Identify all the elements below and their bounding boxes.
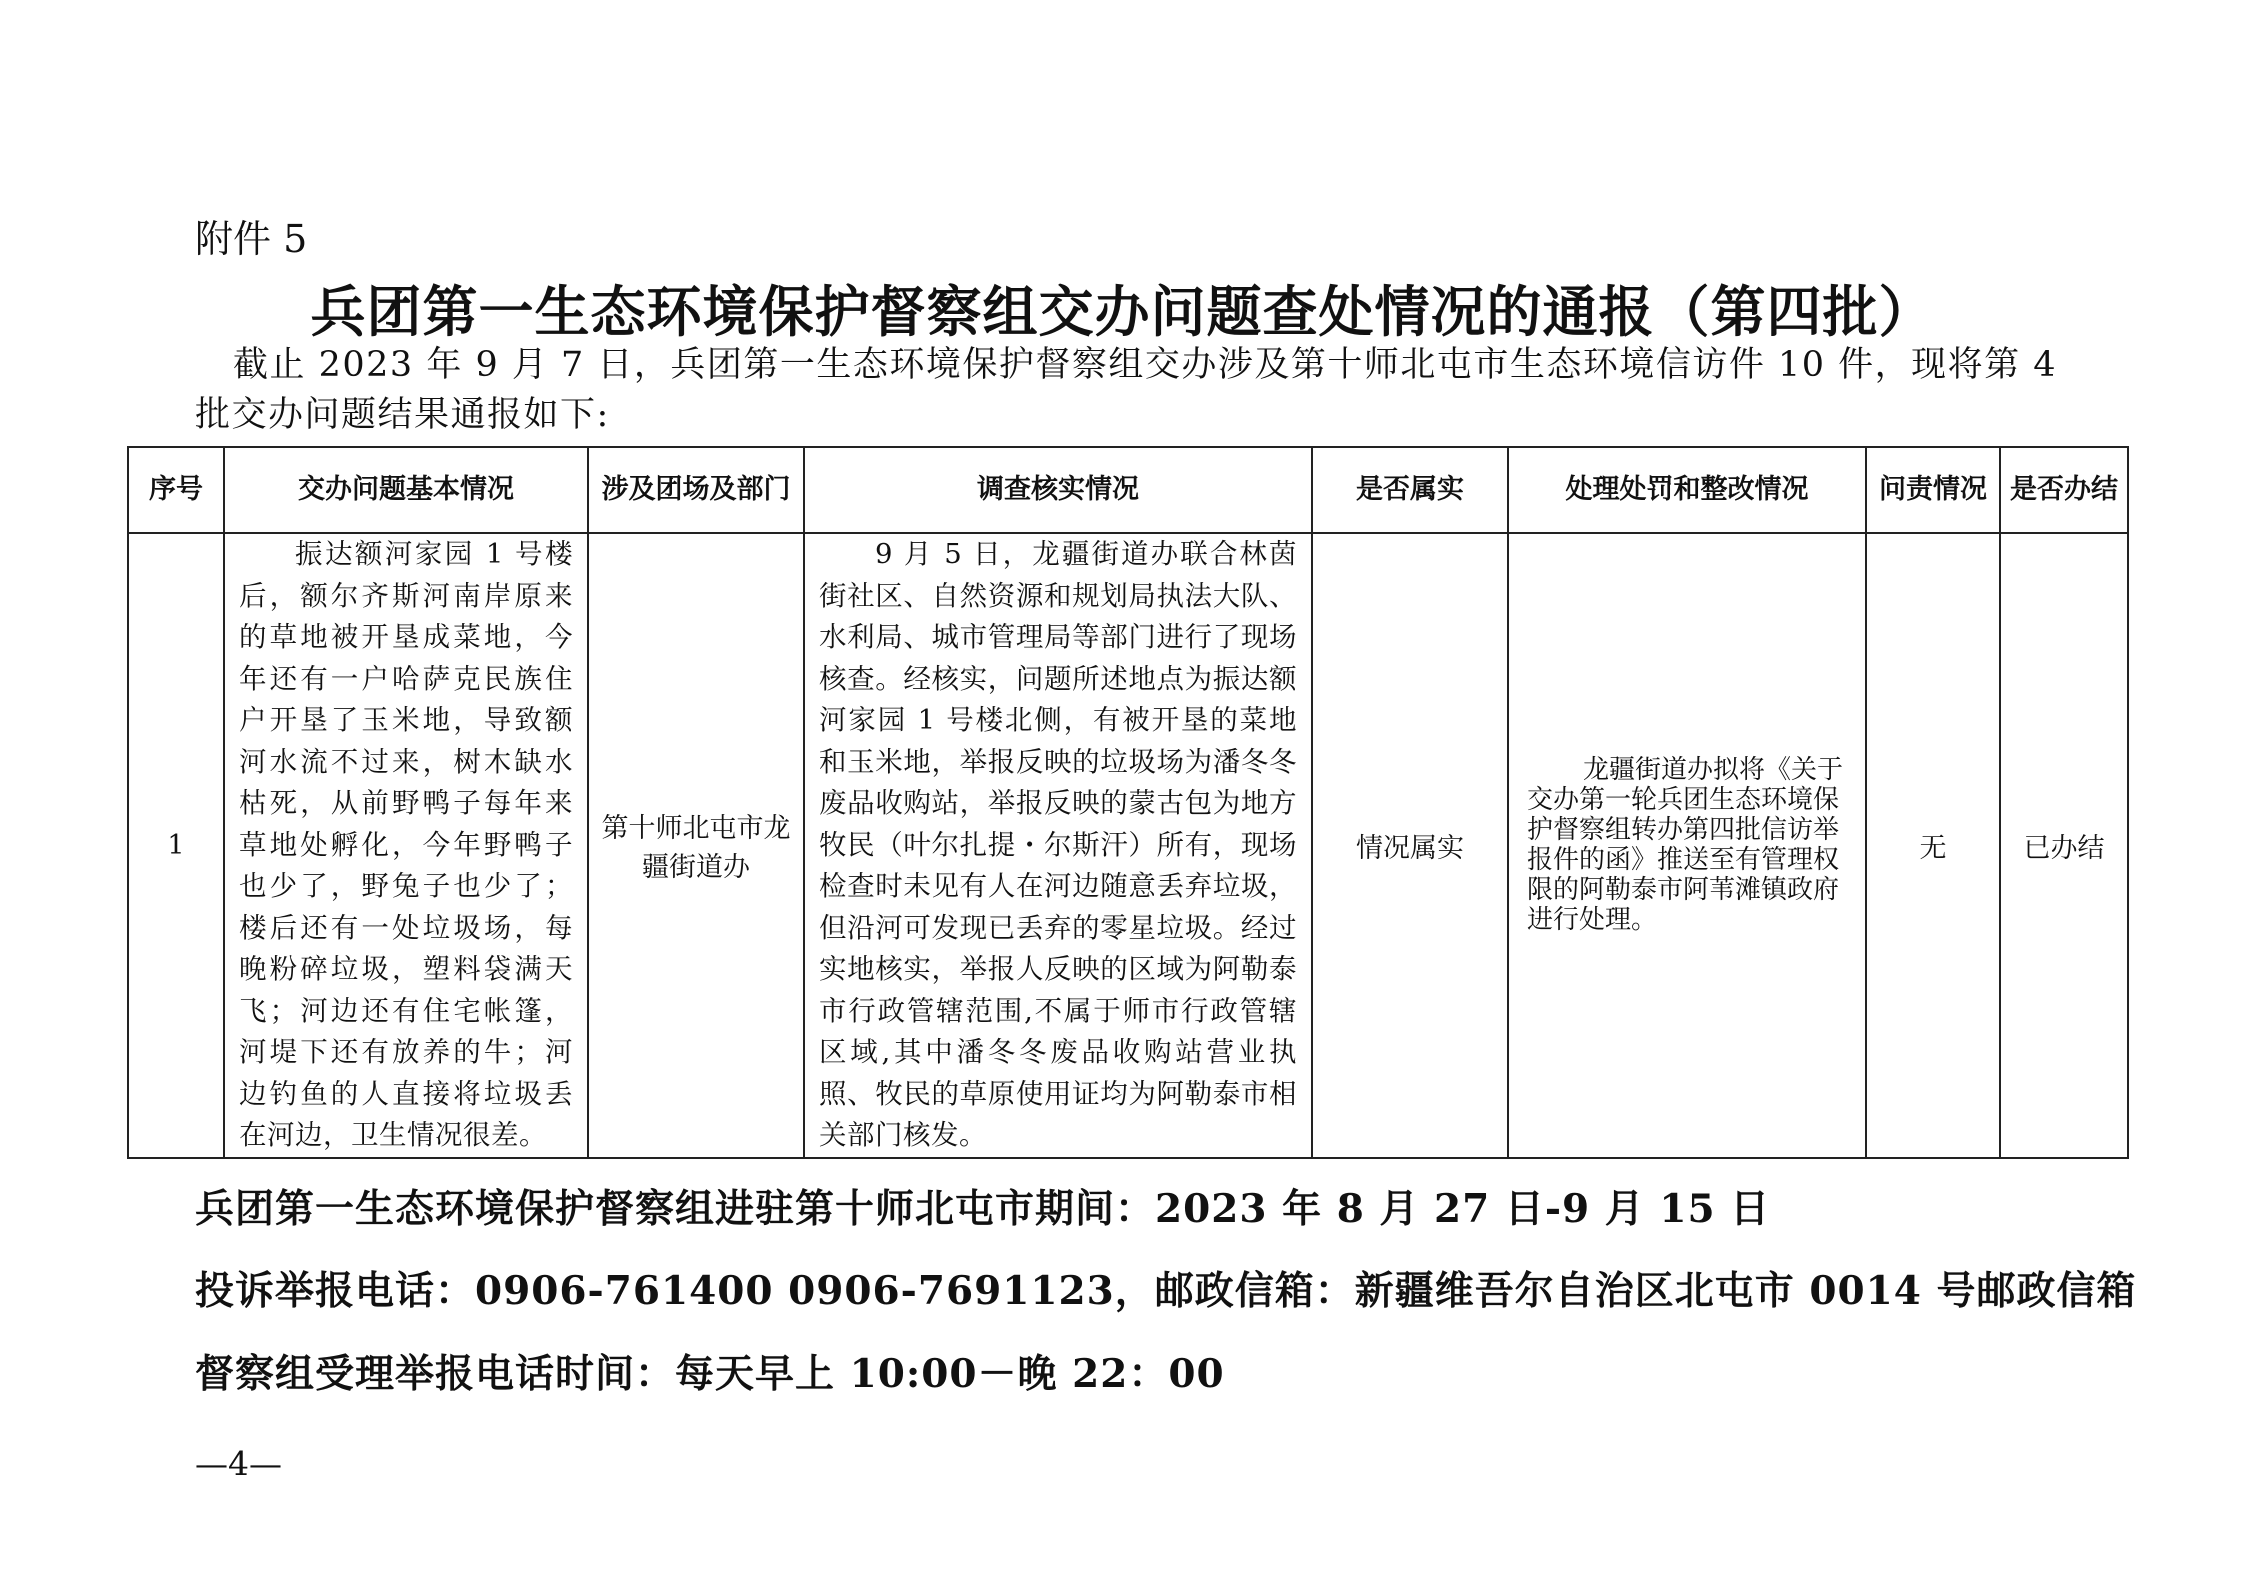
header-closed: 是否办结 [2000,447,2128,533]
page-number: —4— [195,1444,282,1483]
table-row [128,533,2128,1158]
document-title: 兵团第一生态环境保护督察组交办问题查处情况的通报（第四批） [310,280,1935,344]
cell-accountability: 无 [1866,533,2000,1158]
cell-department: 第十师北屯市龙疆街道办 [588,533,804,1158]
cell-investigation: 9 月 5 日，龙疆街道办联合林茵街社区、自然资源和规划局执法大队、水利局、城市管理局等部门进行了现场核查。经核实，问题所述地点为振达额河家园 1 号楼北侧，有被开垦的菜地和玉米地，举报反映的垃圾场为潘冬冬废品收购站，举报反映的蒙古包为地方牧民（叶尔扎提・尔斯汗）所有，现场检查时未见有人在河边随意丢弃垃圾，但沿河可发现已丢弃的零星垃圾。经过实地核实，举报人反映的区域为阿勒泰市行政管辖范围,不属于师市行政管辖区域,其中潘冬冬废品收购站营业执照、牧民的草原使用证均为阿勒泰市相关部门核发。 [804,533,1312,1158]
header-accountability: 问责情况 [1866,447,2000,533]
cell-handling: 龙疆街道办拟将《关于交办第一轮兵团生态环境保护督察组转办第四批信访举报件的函》推送至有管理权限的阿勒泰市阿苇滩镇政府进行处理。 [1508,533,1866,1158]
cell-no: 1 [128,533,224,1158]
header-handling: 处理处罚和整改情况 [1508,447,1866,533]
table-header-row [128,447,2128,533]
header-no: 序号 [128,447,224,533]
header-department: 涉及团场及部门 [588,447,804,533]
header-verified: 是否属实 [1312,447,1508,533]
footer-period: 兵团第一生态环境保护督察组进驻第十师北屯市期间：2023 年 8 月 27 日-9 月 15 日 [195,1186,1771,1232]
cell-closed: 已办结 [2000,533,2128,1158]
cases-table [127,446,2129,1159]
footer-hours: 督察组受理举报电话时间：每天早上 10:00－晚 22：00 [195,1351,1225,1397]
header-problem: 交办问题基本情况 [224,447,588,533]
footer-hotline: 投诉举报电话：0906-761400 0906-7691123，邮政信箱：新疆维吾尔自治区北屯市 0014 号邮政信箱 [195,1268,2137,1314]
cell-problem: 振达额河家园 1 号楼后，额尔齐斯河南岸原来的草地被开垦成菜地，今年还有一户哈萨克民族住户开垦了玉米地，导致额河水流不过来，树木缺水枯死，从前野鸭子每年来草地处孵化，今年野鸭子也少了，野兔子也少了；楼后还有一处垃圾场，每晚粉碎垃圾，塑料袋满天飞；河边还有住宅帐篷，河堤下还有放养的牛；河边钓鱼的人直接将垃圾丢在河边，卫生情况很差。 [224,533,588,1158]
intro-paragraph: 截止 2023 年 9 月 7 日，兵团第一生态环境保护督察组交办涉及第十师北屯市生态环境信访件 10 件，现将第 4 批交办问题结果通报如下: [195,345,2058,435]
attachment-label: 附件 5 [195,217,308,261]
header-investigation: 调查核实情况 [804,447,1312,533]
cell-verified: 情况属实 [1312,533,1508,1158]
